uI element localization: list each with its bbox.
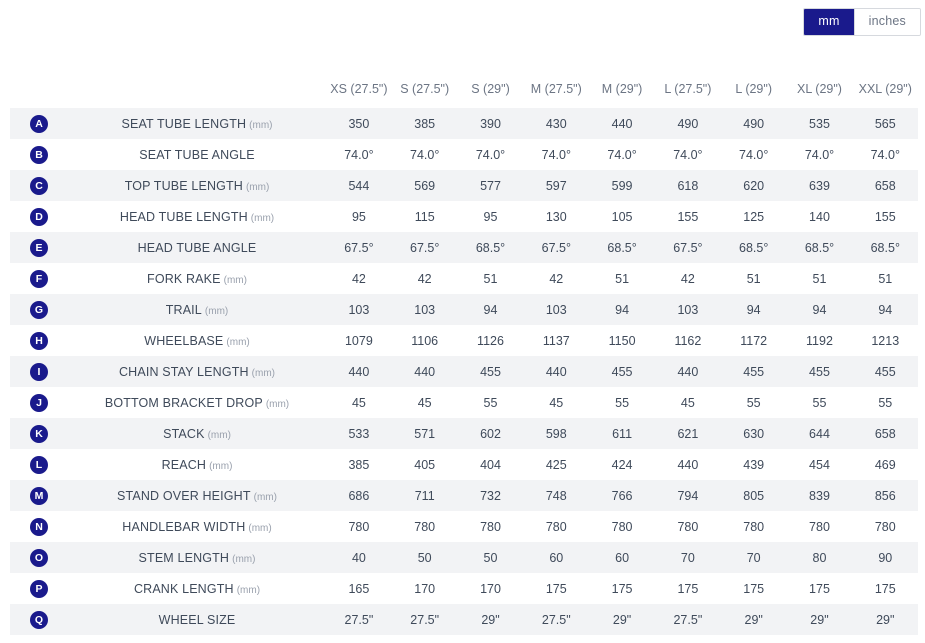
row-label-cell: [68, 511, 326, 542]
row-value-cell: 103: [414, 302, 436, 317]
row-value-cell: 469: [874, 457, 896, 472]
row-value-cell: 70: [680, 550, 695, 565]
row-value-cell: 68.5°: [475, 240, 506, 255]
row-value-cell: 74.0°: [607, 147, 637, 162]
row-letter-badge-cell: [10, 139, 68, 170]
row-label-unit: (mm): [232, 553, 256, 565]
row-value-cell: 115: [414, 209, 435, 224]
row-letter-badge-cell: [10, 480, 68, 511]
column-header-m-29: M (29"): [601, 82, 643, 96]
row-value-cell: 50: [483, 550, 498, 565]
table-row: [10, 573, 918, 604]
row-value-cell: 404: [480, 457, 501, 472]
row-letter-badge: Q: [30, 611, 48, 629]
row-label-unit: (mm): [245, 181, 270, 193]
table-row: [10, 294, 918, 325]
row-value-cell: 602: [480, 426, 501, 441]
row-label-name: CRANK LENGTH: [133, 581, 234, 596]
row-label-unit: (mm): [204, 305, 229, 317]
table-row: [10, 418, 918, 449]
row-value-cell: 42: [680, 271, 695, 286]
row-value-cell: 658: [874, 178, 896, 193]
row-value-cell: 175: [611, 581, 633, 596]
row-value-cell: 611: [612, 426, 633, 441]
row-value-cell: 55: [483, 395, 498, 410]
table-row: [10, 325, 918, 356]
row-label-unit: (mm): [249, 119, 273, 131]
row-value-cell: 103: [677, 302, 699, 317]
row-value-cell: 140: [809, 209, 830, 224]
row-label-name: TOP TUBE LENGTH: [124, 178, 243, 193]
row-value-cell: 630: [743, 426, 765, 441]
row-value-cell: 805: [743, 488, 765, 503]
row-value-cell: 440: [348, 364, 370, 379]
row-value-cell: 45: [549, 395, 564, 410]
row-value-cell: 27.5": [673, 612, 703, 627]
row-value-cell: 439: [743, 457, 765, 472]
table-row: [10, 480, 918, 511]
row-value-cell: 544: [348, 178, 370, 193]
row-letter-badge: G: [30, 301, 48, 319]
row-value-cell: 350: [348, 116, 370, 131]
row-value-cell: 424: [611, 457, 633, 472]
row-label-name: BOTTOM BRACKET DROP: [104, 395, 263, 410]
row-value-cell: 175: [809, 581, 830, 596]
row-value-cell: 1192: [806, 333, 833, 348]
row-value-cell: 175: [677, 581, 699, 596]
row-value-cell: 597: [545, 178, 567, 193]
row-letter-badge: L: [30, 456, 48, 474]
row-value-cell: 766: [611, 488, 633, 503]
row-label-name: HEAD TUBE LENGTH: [119, 209, 248, 224]
row-value-cell: 90: [878, 550, 893, 565]
row-value-cell: 711: [414, 488, 435, 503]
row-label-unit: (mm): [236, 584, 261, 596]
table-header: [10, 72, 918, 108]
row-letter-badge-cell: [10, 573, 68, 604]
row-value-cell: 621: [677, 426, 699, 441]
row-label-unit: (mm): [226, 336, 250, 348]
row-label-unit: (mm): [248, 522, 272, 534]
row-label-unit: (mm): [250, 212, 275, 224]
row-letter-badge: N: [30, 518, 48, 536]
row-value-cell: 440: [611, 116, 633, 131]
row-value-cell: 405: [414, 457, 436, 472]
row-value-cell: 94: [812, 302, 827, 317]
row-value-cell: 70: [746, 550, 761, 565]
row-letter-badge: K: [30, 425, 48, 443]
row-value-cell: 455: [743, 364, 765, 379]
row-value-cell: 74.0°: [739, 147, 769, 162]
row-value-cell: 1079: [344, 333, 373, 348]
row-label-cell: [68, 263, 326, 294]
row-letter-badge-cell: [10, 201, 68, 232]
row-letter-badge-cell: [10, 387, 68, 418]
row-label-name: SEAT TUBE LENGTH: [121, 116, 247, 131]
row-value-cell: 390: [480, 116, 501, 131]
row-value-cell: 94: [615, 302, 630, 317]
row-value-cell: 780: [874, 519, 896, 534]
row-value-cell: 155: [874, 209, 896, 224]
row-label-name: HEAD TUBE ANGLE: [137, 240, 257, 255]
row-label-cell: [68, 542, 326, 573]
row-letter-badge-cell: [10, 170, 68, 201]
row-value-cell: 170: [480, 581, 501, 596]
row-value-cell: 644: [809, 426, 830, 441]
row-label-cell: [68, 201, 326, 232]
row-value-cell: 29": [876, 612, 895, 627]
table-row: [10, 387, 918, 418]
row-value-cell: 42: [351, 271, 366, 286]
row-label-cell: [68, 418, 326, 449]
column-header-s-275: S (27.5"): [400, 82, 450, 96]
row-value-cell: 599: [611, 178, 633, 193]
row-value-cell: 51: [812, 271, 827, 286]
table-row: [10, 542, 918, 573]
row-value-cell: 454: [809, 457, 830, 472]
row-value-cell: 42: [549, 271, 564, 286]
row-value-cell: 780: [414, 519, 436, 534]
row-label-unit: (mm): [223, 274, 247, 286]
row-value-cell: 490: [677, 116, 699, 131]
table-body: [10, 108, 918, 635]
row-value-cell: 856: [874, 488, 896, 503]
table-row: [10, 108, 918, 139]
row-label-name: WHEEL SIZE: [158, 612, 236, 627]
row-label-cell: [68, 108, 326, 139]
row-value-cell: 103: [348, 302, 370, 317]
row-value-cell: 440: [677, 457, 699, 472]
row-value-cell: 430: [545, 116, 567, 131]
row-value-cell: 125: [743, 209, 765, 224]
header-letter-blank: [10, 72, 68, 108]
row-label-unit: (mm): [251, 367, 275, 379]
table-row: [10, 232, 918, 263]
row-value-cell: 45: [417, 395, 432, 410]
row-value-cell: 1162: [674, 333, 702, 348]
row-value-cell: 175: [545, 581, 567, 596]
table-row: [10, 356, 918, 387]
unit-toggle[interactable]: [803, 8, 921, 36]
row-letter-badge: B: [30, 146, 48, 164]
row-value-cell: 55: [812, 395, 827, 410]
row-value-cell: 67.5°: [344, 240, 374, 255]
row-value-cell: 1137: [542, 333, 570, 348]
row-value-cell: 175: [874, 581, 896, 596]
row-letter-badge: H: [30, 332, 48, 350]
column-header-l-29: L (29"): [735, 82, 772, 96]
row-value-cell: 103: [545, 302, 567, 317]
row-value-cell: 55: [746, 395, 761, 410]
row-label-name: SEAT TUBE ANGLE: [139, 147, 255, 162]
row-value-cell: 55: [878, 395, 893, 410]
row-value-cell: 780: [611, 519, 633, 534]
row-value-cell: 780: [743, 519, 765, 534]
row-label-cell: [68, 325, 326, 356]
row-letter-badge: M: [30, 487, 48, 505]
row-value-cell: 490: [743, 116, 765, 131]
row-value-cell: 440: [414, 364, 436, 379]
row-letter-badge-cell: [10, 418, 68, 449]
column-header-l-275: L (27.5"): [664, 82, 712, 96]
row-value-cell: 780: [677, 519, 699, 534]
row-value-cell: 74.0°: [344, 147, 374, 162]
table-row: [10, 263, 918, 294]
row-letter-badge-cell: [10, 232, 68, 263]
row-label-cell: [68, 170, 326, 201]
row-value-cell: 794: [677, 488, 699, 503]
row-label-unit: (mm): [207, 429, 231, 441]
row-value-cell: 155: [677, 209, 699, 224]
table-row: [10, 511, 918, 542]
row-value-cell: 67.5°: [541, 240, 571, 255]
row-value-cell: 68.5°: [607, 240, 637, 255]
row-value-cell: 74.0°: [475, 147, 506, 162]
row-value-cell: 658: [874, 426, 896, 441]
column-header-xxl-29: XXL (29"): [858, 82, 912, 96]
row-value-cell: 42: [417, 271, 432, 286]
row-value-cell: 839: [809, 488, 830, 503]
row-letter-badge: C: [30, 177, 48, 195]
unit-toggle-inches[interactable]: inches: [855, 9, 920, 35]
row-label-name: TRAIL: [165, 302, 202, 317]
row-value-cell: 60: [549, 550, 564, 565]
row-label-cell: [68, 139, 326, 170]
row-label-unit: (mm): [253, 491, 277, 503]
row-value-cell: 1172: [740, 333, 768, 348]
row-value-cell: 598: [545, 426, 567, 441]
row-value-cell: 780: [348, 519, 370, 534]
row-value-cell: 620: [743, 178, 765, 193]
row-letter-badge: P: [30, 580, 48, 598]
row-value-cell: 571: [414, 426, 436, 441]
row-value-cell: 55: [615, 395, 630, 410]
column-header-s-29: S (29"): [471, 82, 510, 96]
row-value-cell: 639: [809, 178, 830, 193]
row-value-cell: 686: [348, 488, 370, 503]
row-value-cell: 74.0°: [410, 147, 440, 162]
row-value-cell: 385: [414, 116, 436, 131]
row-value-cell: 569: [414, 178, 436, 193]
row-value-cell: 68.5°: [804, 240, 835, 255]
row-value-cell: 455: [809, 364, 830, 379]
row-label-name: CHAIN STAY LENGTH: [119, 364, 249, 379]
row-label-name: FORK RAKE: [147, 271, 221, 286]
row-letter-badge: O: [30, 549, 48, 567]
row-letter-badge-cell: [10, 325, 68, 356]
row-value-cell: 50: [417, 550, 432, 565]
row-letter-badge: F: [30, 270, 48, 288]
row-letter-badge: E: [30, 239, 48, 257]
row-value-cell: 1106: [411, 333, 439, 348]
row-value-cell: 780: [809, 519, 830, 534]
row-value-cell: 130: [545, 209, 567, 224]
row-value-cell: 425: [545, 457, 567, 472]
row-value-cell: 94: [878, 302, 893, 317]
row-letter-badge-cell: [10, 356, 68, 387]
row-label-name: HANDLEBAR WIDTH: [122, 519, 246, 534]
row-letter-badge-cell: [10, 542, 68, 573]
row-value-cell: 68.5°: [870, 240, 900, 255]
row-value-cell: 533: [348, 426, 370, 441]
row-value-cell: 535: [809, 116, 830, 131]
row-value-cell: 1126: [477, 333, 504, 348]
row-value-cell: 748: [545, 488, 567, 503]
row-label-cell: [68, 294, 326, 325]
column-header-xl-29: XL (29"): [796, 82, 842, 96]
row-label-cell: [68, 387, 326, 418]
row-label-name: STACK: [163, 426, 205, 441]
row-value-cell: 67.5°: [673, 240, 703, 255]
row-label-name: STAND OVER HEIGHT: [117, 488, 251, 503]
row-value-cell: 80: [812, 550, 827, 565]
row-letter-badge-cell: [10, 511, 68, 542]
row-value-cell: 455: [611, 364, 633, 379]
row-value-cell: 51: [878, 271, 893, 286]
row-value-cell: 455: [480, 364, 501, 379]
table-row: [10, 139, 918, 170]
row-value-cell: 577: [480, 178, 501, 193]
row-value-cell: 165: [348, 581, 370, 596]
row-value-cell: 29": [810, 612, 829, 627]
row-letter-badge-cell: [10, 449, 68, 480]
row-value-cell: 455: [874, 364, 896, 379]
row-value-cell: 95: [483, 209, 498, 224]
row-value-cell: 565: [874, 116, 896, 131]
row-label-name: REACH: [161, 457, 207, 472]
row-label-cell: [68, 604, 326, 635]
row-value-cell: 780: [545, 519, 567, 534]
row-value-cell: 45: [351, 395, 366, 410]
row-value-cell: 1150: [608, 333, 636, 348]
row-letter-badge-cell: [10, 263, 68, 294]
table-row: [10, 201, 918, 232]
column-header-m-275: M (27.5"): [530, 82, 582, 96]
row-value-cell: 74.0°: [870, 147, 900, 162]
row-value-cell: 95: [351, 209, 366, 224]
row-value-cell: 780: [480, 519, 501, 534]
geometry-table: [10, 72, 918, 635]
row-value-cell: 45: [680, 395, 695, 410]
column-header-xs-275: XS (27.5"): [330, 82, 388, 96]
row-value-cell: 27.5": [410, 612, 440, 627]
row-value-cell: 60: [615, 550, 630, 565]
row-letter-badge: A: [30, 115, 48, 133]
row-label-cell: [68, 449, 326, 480]
row-label-name: WHEELBASE: [144, 333, 224, 348]
unit-toggle-mm[interactable]: mm: [804, 9, 853, 35]
row-letter-badge: D: [30, 208, 48, 226]
row-value-cell: 51: [746, 271, 761, 286]
row-value-cell: 27.5": [344, 612, 374, 627]
row-label-unit: (mm): [265, 398, 290, 410]
row-value-cell: 732: [480, 488, 501, 503]
row-value-cell: 74.0°: [804, 147, 835, 162]
row-label-cell: [68, 356, 326, 387]
row-value-cell: 94: [746, 302, 761, 317]
row-value-cell: 1213: [871, 333, 900, 348]
row-value-cell: 29": [481, 612, 500, 627]
row-label-unit: (mm): [209, 460, 233, 472]
table-row: [10, 604, 918, 635]
row-value-cell: 175: [743, 581, 765, 596]
row-value-cell: 29": [744, 612, 763, 627]
row-label-cell: [68, 573, 326, 604]
row-value-cell: 74.0°: [541, 147, 571, 162]
row-letter-badge: J: [30, 394, 48, 412]
row-value-cell: 51: [615, 271, 630, 286]
row-letter-badge-cell: [10, 294, 68, 325]
row-label-name: STEM LENGTH: [138, 550, 230, 565]
row-value-cell: 40: [351, 550, 366, 565]
row-value-cell: 94: [483, 302, 498, 317]
row-value-cell: 29": [612, 612, 632, 627]
row-label-cell: [68, 232, 326, 263]
header-label-blank: [68, 72, 326, 108]
table-row: [10, 449, 918, 480]
row-value-cell: 105: [611, 209, 633, 224]
row-value-cell: 67.5°: [410, 240, 440, 255]
row-letter-badge: I: [30, 363, 48, 381]
row-letter-badge-cell: [10, 108, 68, 139]
row-value-cell: 385: [348, 457, 370, 472]
table-row: [10, 170, 918, 201]
row-label-cell: [68, 480, 326, 511]
row-value-cell: 618: [677, 178, 699, 193]
table-header-row: [10, 72, 918, 108]
row-value-cell: 68.5°: [739, 240, 769, 255]
row-value-cell: 440: [677, 364, 699, 379]
row-value-cell: 170: [414, 581, 436, 596]
row-value-cell: 27.5": [541, 612, 571, 627]
row-value-cell: 440: [545, 364, 567, 379]
row-value-cell: 51: [483, 271, 498, 286]
row-value-cell: 74.0°: [673, 147, 703, 162]
row-letter-badge-cell: [10, 604, 68, 635]
